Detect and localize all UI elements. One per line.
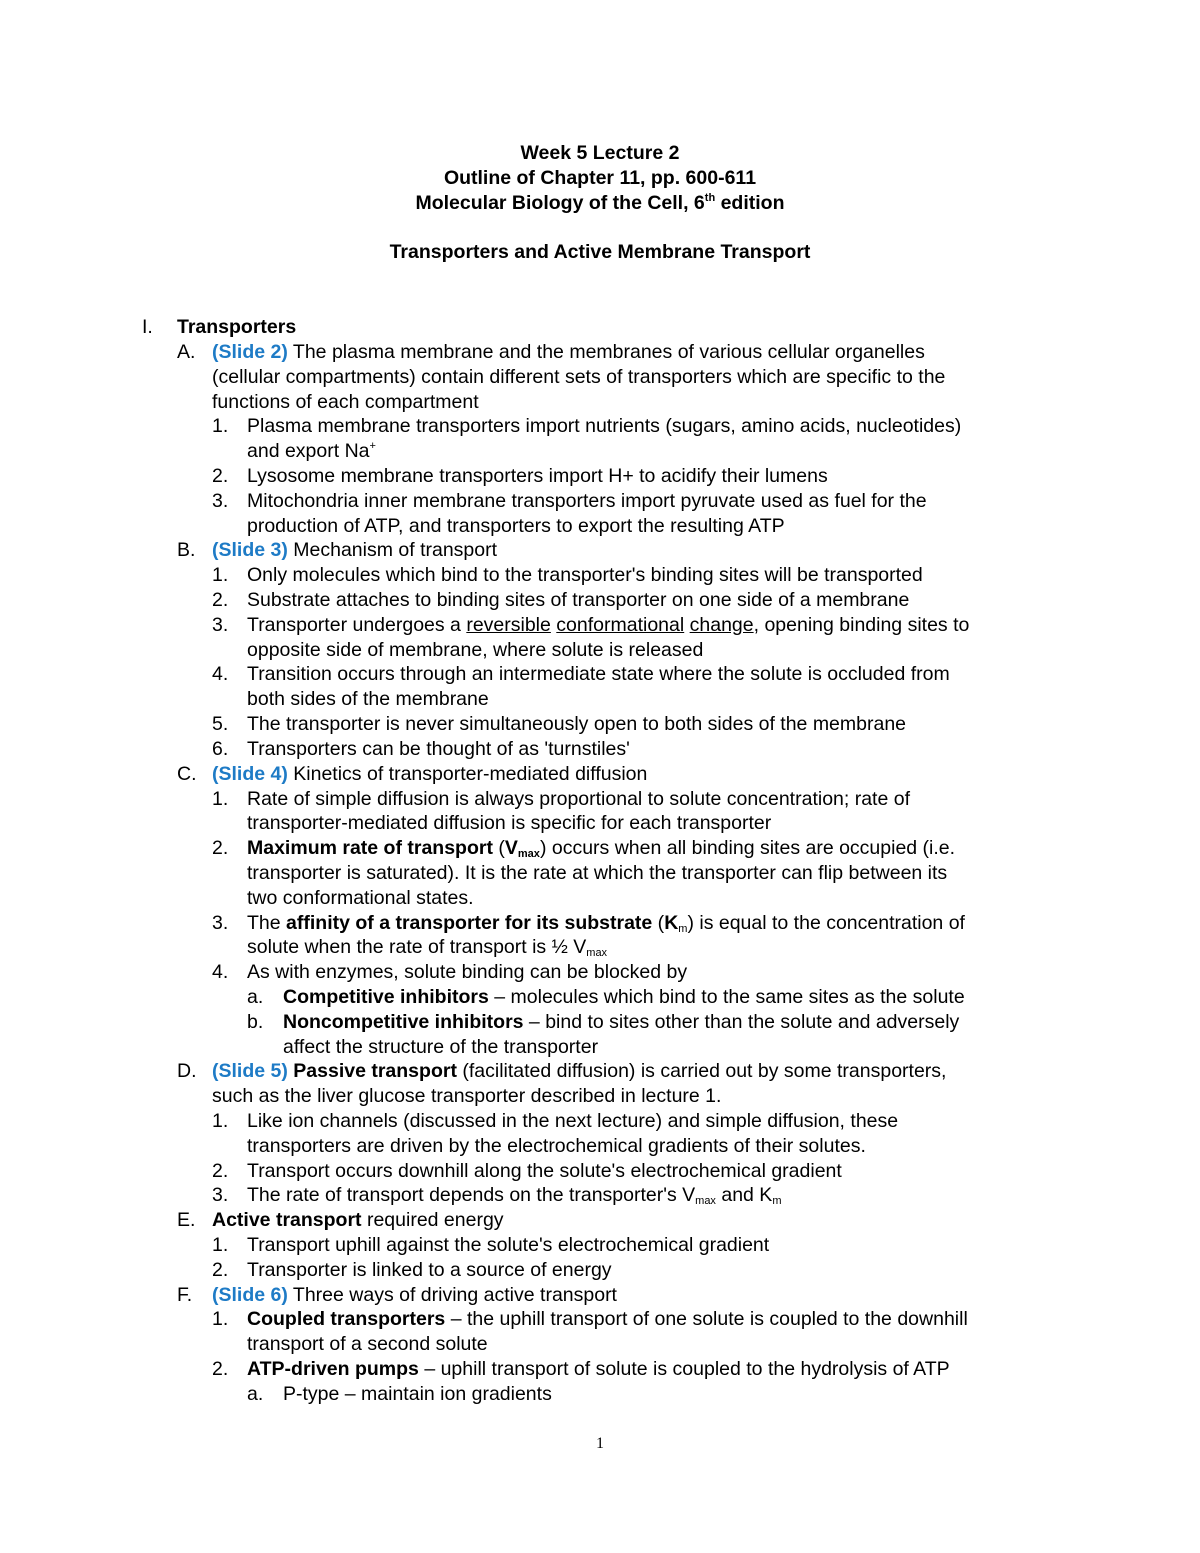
list-number: 1. xyxy=(212,415,229,437)
list-number: 3. xyxy=(212,490,229,512)
outline-item-e: Active transport required energy xyxy=(212,1209,504,1231)
list-item: The rate of transport depends on the transporter's $V_{max}$ and $K_m$ xyxy=(247,1184,782,1207)
outline-item-f: (Slide 6) Three ways of driving active transport xyxy=(212,1284,617,1306)
list-number: 2. xyxy=(212,589,229,611)
list-item: Only molecules which bind to the transporter's binding sites will be transported xyxy=(247,564,923,586)
section-title: Transporters xyxy=(177,316,297,338)
list-item-cont: production of ATP, and transporters to export the resulting ATP xyxy=(247,515,785,537)
list-number: 1. xyxy=(212,1234,229,1256)
list-item: Like ion channels (discussed in the next lecture) and simple diffusion, these xyxy=(247,1110,899,1132)
outline-item-c: (Slide 4) Kinetics of transporter-mediated diffusion xyxy=(212,763,648,785)
list-number: 2. xyxy=(212,1160,229,1182)
list-item-cont: opposite side of membrane, where solute is released xyxy=(247,639,704,661)
list-item: Coupled transporters – the uphill transport of one solute is coupled to the downhill xyxy=(247,1308,968,1330)
outline-marker: A. xyxy=(177,341,196,363)
list-item: Lysosome membrane transporters import H+ to acidify their lumens xyxy=(247,465,828,487)
list-item: Transporters can be thought of as 'turnstiles' xyxy=(247,738,630,760)
list-item: The transporter is never simultaneously open to both sides of the membrane xyxy=(247,713,907,735)
section-marker: I. xyxy=(142,316,153,338)
outline-text: such as the liver glucose transporter described in lecture 1. xyxy=(212,1085,722,1107)
page-number: 1 xyxy=(596,1435,604,1452)
list-number: 2. xyxy=(212,465,229,487)
sub-list-item: Competitive inhibitors – molecules which bind to the same sites as the solute xyxy=(283,986,965,1008)
list-item: Transport uphill against the solute's electrochemical gradient xyxy=(247,1234,770,1256)
list-item-cont: transporters are driven by the electrochemical gradients of their solutes. xyxy=(247,1135,866,1157)
list-item-cont: solute when the rate of transport is ½ $V_{max}$ xyxy=(247,936,608,959)
list-item: As with enzymes, solute binding can be blocked by xyxy=(247,961,688,983)
outline-marker: C. xyxy=(177,763,197,785)
list-number: 2. xyxy=(212,1358,229,1380)
list-letter: a. xyxy=(247,986,264,1008)
list-item-cont: transporter-mediated diffusion is specific for each transporter xyxy=(247,812,772,834)
list-number: 4. xyxy=(212,961,229,983)
list-number: 5. xyxy=(212,713,229,735)
sub-list-item-cont: affect the structure of the transporter xyxy=(283,1036,599,1058)
list-item: Maximum rate of transport $(V_{max})$ occurs when all binding sites are occupied (i.e. xyxy=(247,837,956,860)
doc-book: Molecular Biology of the Cell, 6th edition xyxy=(415,192,785,214)
list-number: 1. xyxy=(212,1308,229,1330)
list-number: 2. xyxy=(212,837,229,859)
doc-title: Week 5 Lecture 2 xyxy=(520,142,680,164)
list-item: Rate of simple diffusion is always proportional to solute concentration; rate of xyxy=(247,788,910,810)
outline-marker: E. xyxy=(177,1209,196,1231)
outline-text: functions of each compartment xyxy=(212,391,479,413)
list-number: 1. xyxy=(212,564,229,586)
list-letter: a. xyxy=(247,1383,264,1405)
list-item: Transition occurs through an intermediate state where the solute is occluded from xyxy=(247,663,950,685)
list-item-cont: two conformational states. xyxy=(247,887,474,909)
list-item: Plasma membrane transporters import nutrients (sugars, amino acids, nucleotides) xyxy=(247,415,962,437)
list-number: 1. xyxy=(212,1110,229,1132)
list-number: 6. xyxy=(212,738,229,760)
list-number: 4. xyxy=(212,663,229,685)
list-item: Transport occurs downhill along the solute's electrochemical gradient xyxy=(247,1160,842,1182)
outline-text: (cellular compartments) contain different sets of transporters which are specific to the xyxy=(212,366,946,388)
list-number: 2. xyxy=(212,1259,229,1281)
outline-item-d: (Slide 5) Passive transport (facilitated diffusion) is carried out by some transporters, xyxy=(212,1060,947,1082)
list-item: Transporter undergoes a reversible conformational change, opening binding sites to xyxy=(247,614,970,636)
list-item: Transporter is linked to a source of energy xyxy=(247,1259,612,1281)
doc-subtitle: Transporters and Active Membrane Transport xyxy=(389,241,811,263)
doc-chapter: Outline of Chapter 11, pp. 600-611 xyxy=(443,167,757,189)
list-number: 3. xyxy=(212,1184,229,1206)
list-item: Substrate attaches to binding sites of transporter on one side of a membrane xyxy=(247,589,910,611)
outline-marker: D. xyxy=(177,1060,197,1082)
outline-item-a: (Slide 2) The plasma membrane and the membranes of various cellular organelles xyxy=(212,341,925,363)
list-item-cont: both sides of the membrane xyxy=(247,688,489,710)
list-number: 3. xyxy=(212,912,229,934)
list-letter: b. xyxy=(247,1011,264,1033)
list-number: 3. xyxy=(212,614,229,636)
sub-list-item: P-type – maintain ion gradients xyxy=(283,1383,552,1405)
list-item: The affinity of a transporter for its substrate $(K_m)$ is equal to the concentration of xyxy=(247,912,965,935)
outline-marker: B. xyxy=(177,539,196,561)
list-item: Mitochondria inner membrane transporters import pyruvate used as fuel for the xyxy=(247,490,927,512)
outline-item-b: (Slide 3) Mechanism of transport xyxy=(212,539,498,561)
list-item-cont: and export Na+ xyxy=(247,440,376,462)
sub-list-item: Noncompetitive inhibitors – bind to sites other than the solute and adversely xyxy=(283,1011,960,1033)
outline-marker: F. xyxy=(177,1284,193,1306)
list-number: 1. xyxy=(212,788,229,810)
list-item: ATP-driven pumps – uphill transport of solute is coupled to the hydrolysis of ATP xyxy=(247,1358,950,1380)
list-item-cont: transporter is saturated). It is the rate at which the transporter can flip between its xyxy=(247,862,948,884)
list-item-cont: transport of a second solute xyxy=(247,1333,488,1355)
